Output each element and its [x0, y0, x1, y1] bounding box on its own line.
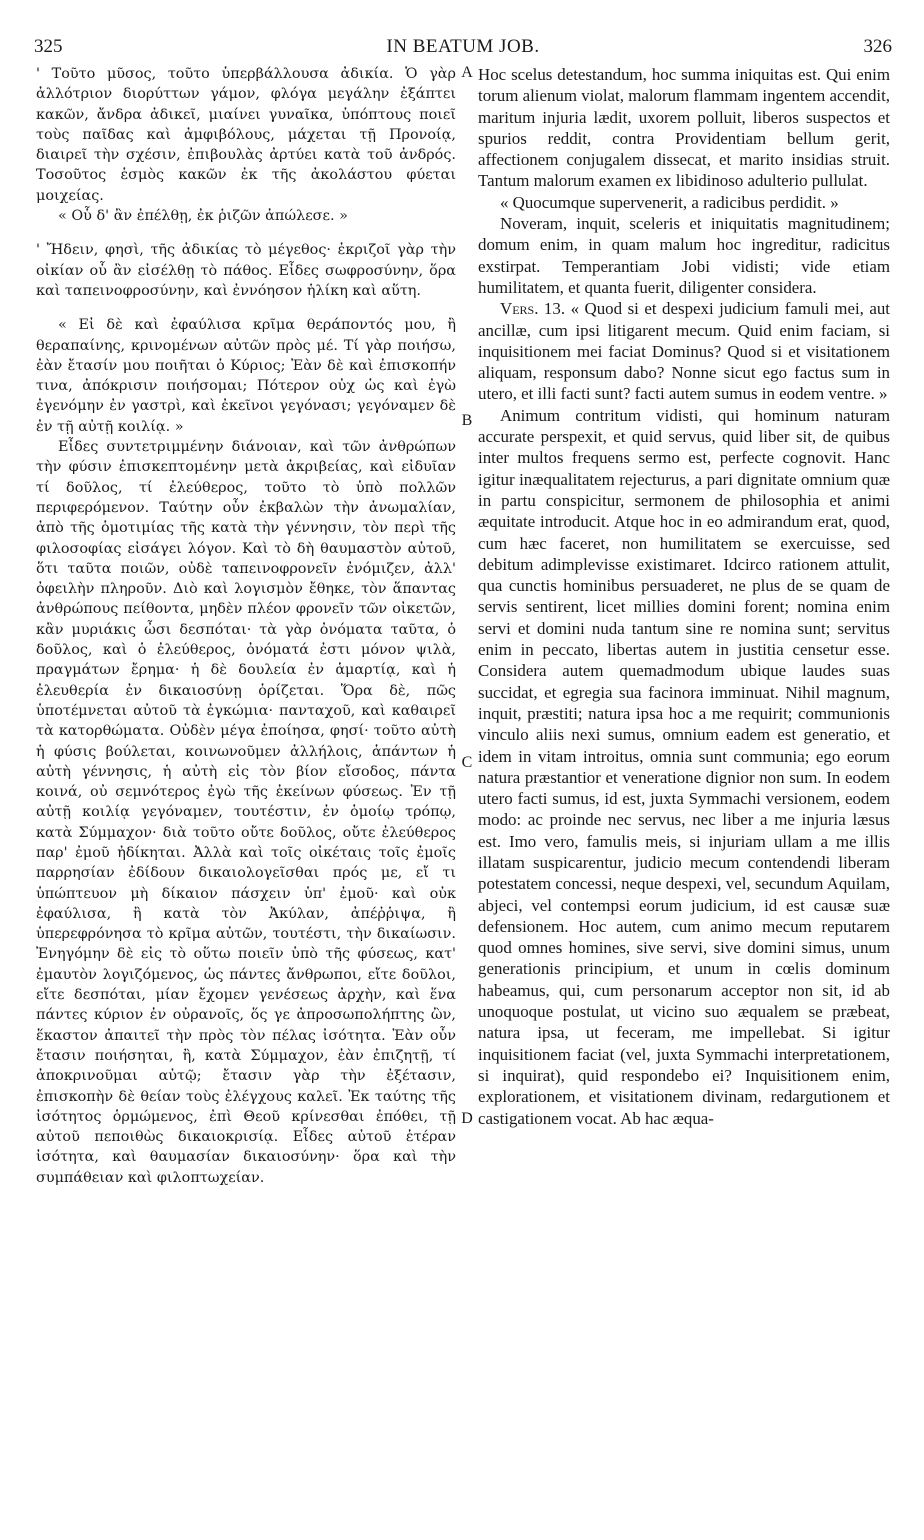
latin-verse-quote: « Quod si et despexi judicium famuli mei, aut ancillæ, cum ipsi litigarent mecum. Quid enim faciam, si inquisitionem mei faciat Dominus? Quod si et visitationem aliquam, responsum dabo? Nonne sicut ego factus sum in utero, et illi facti sunt? facti autem sumus in eodem ventre. » [478, 299, 890, 404]
latin-verse-quote: « Quocumque supervenerit, a radicibus perdidit. » [500, 192, 839, 212]
margin-letter-b: B [461, 412, 473, 429]
margin-letter-c: C [461, 754, 473, 771]
greek-paragraph: Εἶδες συντετριμμένην διάνοιαν, καὶ τῶν ἀνθρώπων τὴν φύσιν ἐπισκεπτομένην μετὰ ἀκριβείας, καὶ εἰδυῖαν τί δοῦλος, τί ἐλεύθερος, τοῦτο τὸ ὑπὸ πολλῶν περιφερόμενον. Ταύτην οὖν ἐκβαλὼν τὴν ἀνωμαλίαν, ἀπὸ τῆς ὁμοτιμίας τῆς κατὰ τὴν γέννησιν, τὸν περὶ τῆς φιλοσοφίας εἰσάγει λόγον. Καὶ τὸ δὴ θαυμαστὸν αὐτοῦ, ὅτι ταῦτα ποιῶν, οὐδὲ ταπεινοφρονεῖν ἐνόμιζεν, ἀλλ' ὀφειλὴν πληροῦν. Διὸ καὶ λογισμὸν ἔθηκε, τὸν ἅπαντας ἀνθρώπους πείθοντα, μηδὲν πλέον φρονεῖν τῶν οἰκετῶν, κἂν μυριάκις ὦσι δεσπόται· τὰ γὰρ ὀνόματα ταῦτα, ὁ δοῦλος, καὶ ὁ ἐλεύθερος, ὀνόματά ἐστι μόνον ψιλὰ, πραγμάτων ἔρημα· ἡ δὲ δουλεία ἐν ἁμαρτίᾳ, καὶ ἡ ἐλευθερία ἐν δικαιοσύνῃ ὁρίζεται. Ὅρα δὲ, πῶς ὑποτέμνεται αὐτοῦ τὰ ἐγκώμια· πανταχοῦ, καὶ καθαιρεῖ τὰ κατορθώματα. Οὐδὲν μέγα ἐποίησα, φησί· τοῦτο αὐτὴ ἡ φύσις βούλεται, κοινωνοῦμεν ἀλλήλοις, ἁπάντων ἡ αὐτὴ γέννησις, ἡ αὐτὴ εἰς τὸν βίον εἴσοδος, πάντα κοινά, οὐ σεμνότερος ἐγὼ τῆς ἐκείνων φύσεως. Ἐν τῇ αὐτῇ κοιλίᾳ γεγόναμεν, τουτέστιν, ἐν ὁμοίῳ τρόπῳ, κατὰ Σύμμαχον· διὰ τοῦτο οὔτε δοῦλος, οὔτε ἐλεύθερος παρ' ἐμοῦ ἠδίκηται. Ἀλλὰ καὶ τοῖς οἰκέταις τοῖς ἐμοῖς παρρησίαν ἐδίδουν δικαιολογεῖσθαι πρός με, εἴ τι ὑπώπτευον μὴ δίκαιον πάσχειν ὑπ' ἐμοῦ· καὶ οὐκ ἐφαύλισα, ἢ κατὰ τὸν Ἀκύλαν, ἀπέῤῥιψα, ἢ ὑπερεφρόνησα τὸ κρῖμα αὐτῶν, τουτέστι, τὴν δικαίωσιν. Ἐνηγόμην δὲ εἰς τὸ οὕτω ποιεῖν ὑπὸ τῆς φύσεως, κατ' ἐμαυτὸν λογιζόμενος, ὡς πάντες ἄνθρωποι, εἴτε δοῦλοι, εἴτε δεσπόται, μίαν ἔχομεν γενέσεως ἀρχὴν, καὶ ἕνα πάντες κύριον ἐν οὐρανοῖς, ὅς γε ἀπροσωπολήπτης ὢν, ἕκαστον ἀπαιτεῖ τὴν πρὸς τὸν πέλας ἰσότητα. Ἐὰν οὖν ἔτασιν ποιήσηται, ἢ, κατὰ Σύμμαχον, ἐὰν ἐπιζητῇ, τί ἀποκρινοῦμαι αὐτῷ; ἔτασιν γὰρ τὴν ἐξέτασιν, ἐπισκοπὴν δὲ θείαν τοὺς ἐλέγχους καλεῖ. Ἐκ ταύτης τῆς ἰσότητος ὁρμώμενος, ἐπὶ Θεοῦ κρίνεσθαι ἐπόθει, τῇ αὐτοῦ πεποιθὼς δικαιοκρισίᾳ. Εἶδες αὐτοῦ ἑτέραν ἰσότητα, καὶ θαυμασίαν δικαιοσύνην· ὅρα καὶ τὴν συμπάθειαν καὶ φιλοπτωχείαν. [36, 439, 456, 1186]
latin-verse-paragraph [478, 298, 890, 404]
latin-paragraph: Animum contritum vidisti, qui hominum naturam accurate perspexit, et quid servus, quid liber sit, de quibus inter multos frequens sermo est, perfecte cognovit. Hanc igitur inæqualitatem rejecturus, a pari dignitate omnium quæ in partu conspicitur, sermonem de philosophia et animi æquitate introducit. Atque hoc in eo admirandum erat, quod, cum hæc faceret, non humilitatem se exercuisse, sed debitum adimplevisse existimaret. Idcirco rationem attulit, qua cunctis hominibus persuaderet, ne plus de se quam de servis sentirent, licet millies domini forent; nomina enim servi et domini nuda tantum sine re nomina sunt; servitus enim in peccato, libertas autem in justitia censetur esse. Considera autem quemadmodum ubique laudes suas succidat, et egregia sua facinora imminuat. Nihil magnum, inquit, præstiti; natura ipsa hoc a me requirit; communionis vinculo aliis nexi sumus, omnium eadem est generatio, et idem in vitam introitus, omnia sunt communia; ego eorum natura præstantior et veneratione dignior non sum. In eodem utero facti sumus, id est, juxta Symmachi versionem, eodem modo: ac proinde nec servus, nec liber a me injuria læsus est. Imo vero, famulis meis, si injuriam ullam a me illis illatam suspicarentur, judicio mecum contendendi liberam potestatem concessi, neque despexi, vel, secundum Aquilam, abjeci, vel contempsi eorum judicium, id est causæ suæ defensionem. Hoc autem, cum animo mecum reputarem quod omnes homines, sive servi, sive domini simus, unum generationis principium, et unum in cœlis dominum habeamus, qui, cum personarum acceptor non sit, id ab unoquoque postulat, ut vicino suo æqualem se præbeat, natura ipsa, ut feceram, me impellebat. Si igitur inquisitionem faciat (vel, juxta Symmachi interpretationem, si inquirat), quid respondebo ei? Inquisitionem enim, explorationem, et visitationem divinam, redargutionem et castigationem vocat. Ab hac æqua- [478, 405, 890, 1128]
greek-verse-quote: « Εἰ δὲ καὶ ἐφαύλισα κρῖμα θεράποντός μου, ἢ θεραπαίνης, κρινομένων αὐτῶν πρὸς μέ. Τί γὰρ ποιήσω, ἐὰν ἔτασίν μου ποιῆται ὁ Κύριος; Ἐὰν δὲ καὶ ἐπισκοπήν τινα, ἀπόκρισιν ποιήσομαι; Πότερον οὐχ ὡς καὶ ἐγὼ ἐγενόμην ἐν γαστρὶ, καὶ ἐκεῖνοι γεγόνασι; γεγόναμεν δὲ ἐν τῇ αὐτῇ κοιλίᾳ. » [36, 317, 456, 435]
latin-column [478, 64, 890, 1526]
running-title: IN BEATUM JOB. [386, 36, 540, 57]
greek-paragraph: ' Ἤδειν, φησὶ, τῆς ἀδικίας τὸ μέγεθος· ἐκριζοῖ γὰρ τὴν οἰκίαν οὗ ἂν εἰσέλθῃ τὸ πάθος. Εἶδες σωφροσύνην, ὅρα καὶ ταπεινοφροσύνην, καὶ ἐννόησον ἡλίκη καὶ αὕτη. [36, 242, 456, 299]
latin-paragraph: Noveram, inquit, sceleris et iniquitatis magnitudinem; domum enim, in quam malum hoc ingreditur, radicitus exstirpat. Temperantiam Jobi vidisti; vide etiam humilitatem, et quanta fuerit, diligenter considera. [478, 214, 890, 297]
greek-paragraph: ' Τοῦτο μῦσος, τοῦτο ὑπερβάλλουσα ἀδικία. Ὁ γὰρ ἀλλότριον διορύττων γάμον, φλόγα μεγάλην ἐξάπτει κακῶν, ἄνδρα ἀδικεῖ, μιαίνει γυναῖκα, ὑπόπτους ποιεῖ τοὺς παῖδας καὶ ἀμφιβόλους, μάχεται τῇ Προνοίᾳ, διαιρεῖ τὴν σχέσιν, ἐπιβουλὰς ἀρτύει κατὰ τοῦ ἀνδρός. Τοσοῦτος ἑσμὸς κακῶν ἐκ τῆς ἀκολάστου φύεται μοιχείας. [36, 66, 456, 204]
page-number-right: 326 [863, 36, 892, 57]
page-number-left: 325 [34, 36, 63, 57]
greek-column [36, 64, 456, 1526]
margin-letter-a: A [461, 64, 473, 81]
greek-verse-quote: « Οὗ δ' ἂν ἐπέλθῃ, ἐκ ῥιζῶν ἀπώλεσε. » [58, 208, 348, 225]
margin-letter-d: D [461, 1110, 473, 1127]
page-header [34, 36, 892, 60]
verse-label: Vers. 13. [500, 299, 566, 319]
latin-paragraph: Hoc scelus detestandum, hoc summa iniquitas est. Qui enim torum alienum violat, malorum flammam ingentem accendit, maritum injuria lædit, uxorem polluit, liberos suspectos et spurios reddit, contra Providentiam bellum gerit, affectionem conjugalem dissecat, et marito insidias struit. Tantum malorum examen ex libidinoso adulterio pullulat. [478, 65, 890, 191]
